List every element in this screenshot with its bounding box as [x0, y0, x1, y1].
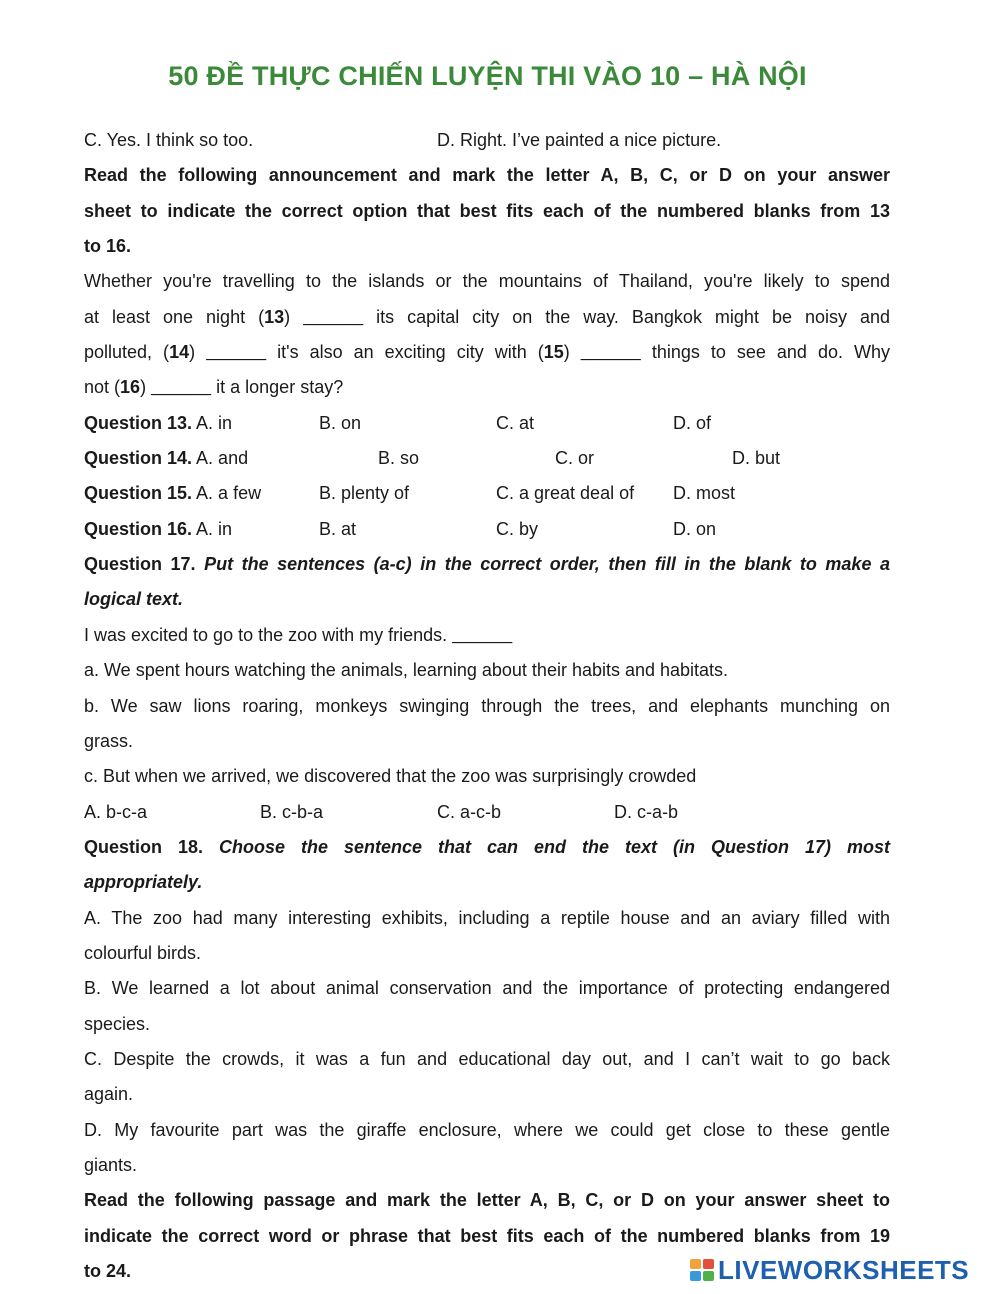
answer-option-b[interactable]: B. c-b-a	[260, 801, 324, 822]
instruction-line: Read the following announcement and mark the letter A, B, C, or D on your answer	[84, 165, 890, 186]
q17-sentence-c: c. But when we arrived, we discovered that the zoo was surprisingly crowded	[84, 766, 697, 787]
answer-option-b[interactable]: B. on	[319, 412, 362, 433]
question-18-prompt-cont: appropriately.	[84, 872, 203, 893]
q18-option-d[interactable]: D. My favourite part was the giraffe enclosure, where we could get close to these gentle	[84, 1119, 890, 1140]
passage-line: not (16) ______ it a longer stay?	[84, 377, 344, 398]
liveworksheets-logo	[690, 1254, 990, 1286]
q17-sentence-a: a. We spent hours watching the animals, learning about their habits and habitats.	[84, 660, 729, 681]
document-body	[84, 123, 890, 1289]
answer-option-a[interactable]: A. and	[196, 448, 249, 469]
answer-option-c[interactable]: C. or	[555, 448, 595, 469]
answer-option-a[interactable]: A. b-c-a	[84, 801, 148, 822]
q18-option-b-cont: species.	[84, 1013, 151, 1034]
q18-option-c[interactable]: C. Despite the crowds, it was a fun and educational day out, and I can’t wait to go back	[84, 1048, 890, 1069]
passage-line: at least one night (13) ______ its capital city on the way. Bangkok might be noisy and	[84, 306, 891, 327]
instruction-line: sheet to indicate the correct option that best fits each of the numbered blanks from 13	[84, 200, 890, 221]
answer-option-a[interactable]: A. a few	[196, 483, 262, 504]
logo-text: LIVEWORKSHEETS	[718, 1255, 970, 1285]
q17-intro: I was excited to go to the zoo with my friends. ______	[84, 624, 513, 645]
page-title: 50 ĐỀ THỰC CHIẾN LUYỆN THI VÀO 10 – HÀ NỘI	[168, 61, 807, 91]
answer-option-b[interactable]: B. at	[319, 518, 357, 539]
question-label: Question 16.	[84, 518, 193, 539]
answer-option-c[interactable]: C. a-c-b	[437, 801, 502, 822]
answer-option-a[interactable]: A. in	[196, 412, 233, 433]
q17-sentence-b: b. We saw lions roaring, monkeys swinging through the trees, and elephants munching on	[84, 695, 890, 716]
question-label: Question 18.	[84, 836, 204, 857]
blank-number-15: 15	[543, 342, 564, 363]
question-label: Question 15.	[84, 483, 193, 504]
q18-option-c-cont: again.	[84, 1084, 134, 1105]
q18-option-a-cont: colourful birds.	[84, 942, 202, 963]
blank-13[interactable]: ______	[303, 306, 364, 327]
question-14-row	[84, 441, 890, 476]
instruction-line: Read the following passage and mark the letter A, B, C, or D on your answer sheet to	[84, 1190, 890, 1211]
answer-option-d[interactable]: D. most	[673, 483, 736, 504]
answer-option-d[interactable]: D. of	[673, 412, 712, 433]
q18-option-b[interactable]: B. We learned a lot about animal conservation and the importance of protecting endangered	[84, 978, 890, 999]
instruction-line: to 24.	[84, 1261, 132, 1281]
answer-option-d[interactable]: D. on	[673, 518, 717, 539]
answer-option-b[interactable]: B. plenty of	[319, 483, 410, 504]
answer-option-c[interactable]: C. a great deal of	[496, 483, 635, 504]
question-18-prompt: Question 18. Choose the sentence that can end the text (in Question 17) most	[84, 836, 890, 857]
answer-option-d[interactable]: D. but	[732, 448, 781, 469]
q17-sentence-b-cont: grass.	[84, 730, 134, 751]
option-d: D. Right. I’ve painted a nice picture.	[437, 130, 722, 150]
question-15-row	[84, 476, 890, 511]
blank-number-16: 16	[120, 377, 141, 398]
question-17-prompt: Question 17. Put the sentences (a-c) in the correct order, then fill in the blank to make a	[84, 554, 890, 575]
answer-option-c[interactable]: C. at	[496, 412, 535, 433]
question-17-prompt-cont: logical text.	[84, 589, 184, 610]
answer-option-c[interactable]: C. by	[496, 518, 539, 539]
question-16-row	[84, 512, 890, 547]
q17-blank[interactable]: ______	[452, 624, 513, 645]
passage-line: Whether you're travelling to the islands or the mountains of Thailand, you're likely to spend	[84, 271, 890, 292]
q18-option-d-cont: giants.	[84, 1154, 138, 1175]
blank-14[interactable]: ______	[206, 342, 267, 363]
passage-line: polluted, (14) ______ it's also an exciting city with (15) ______ things to see and do. Why	[84, 342, 890, 363]
blank-15[interactable]: ______	[580, 342, 641, 363]
answer-option-b[interactable]: B. so	[378, 448, 420, 469]
question-label: Question 14.	[84, 448, 193, 469]
question-13-row	[84, 406, 890, 441]
option-c: C. Yes. I think so too.	[84, 130, 254, 150]
logo-icon	[690, 1259, 714, 1281]
question-label: Question 13.	[84, 412, 193, 433]
question-label: Question 17.	[84, 554, 196, 575]
previous-options-row	[84, 123, 890, 158]
instruction-line: indicate the correct word or phrase that best fits each of the numbered blanks from 19	[84, 1225, 890, 1246]
blank-number-14: 14	[169, 342, 190, 363]
instruction-line: to 16.	[84, 236, 132, 257]
blank-number-13: 13	[264, 306, 285, 327]
blank-16[interactable]: ______	[151, 377, 212, 398]
answer-option-a[interactable]: A. in	[196, 518, 233, 539]
q17-options-row	[84, 795, 890, 830]
q18-option-a[interactable]: A. The zoo had many interesting exhibits, including a reptile house and an aviary filled with	[84, 907, 890, 928]
answer-option-d[interactable]: D. c-a-b	[614, 801, 679, 822]
